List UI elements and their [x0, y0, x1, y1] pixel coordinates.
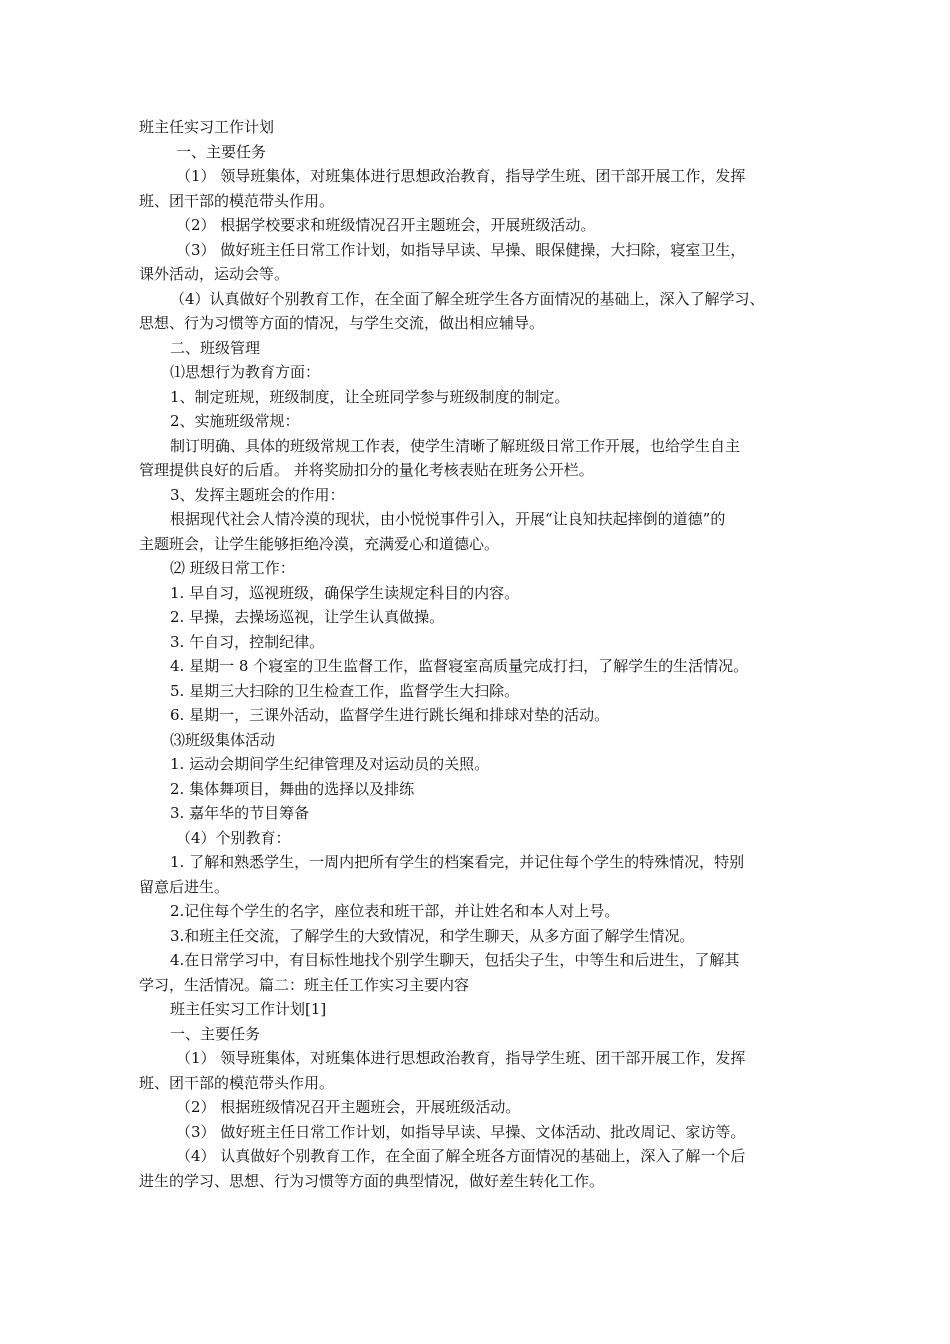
text-line: 2. 集体舞项目，舞曲的选择以及排练: [170, 779, 415, 798]
text-line: 班主任实习工作计划[1]: [170, 1000, 327, 1018]
text-line: 一、主要任务: [176, 142, 267, 161]
text-line: 二、班级管理: [170, 338, 261, 357]
text-line: ⑶班级集体活动: [170, 730, 276, 749]
text-line: ⑴思想行为教育方面：: [170, 363, 321, 381]
text-line: 班、团干部的模范带头作用。: [139, 191, 335, 210]
text-line: 1、制定班规，班级制度，让全班同学参与班级制度的制定。: [170, 387, 570, 406]
text-line: 4. 星期一 8 个寝室的卫生监督工作，监督寝室高质量完成打扫，了解学生的生活情况。: [170, 657, 749, 675]
text-line: 管理提供良好的后盾。 并将奖励扣分的量化考核表贴在班务公开栏。: [139, 461, 594, 479]
text-line: 制订明确、具体的班级常规工作表，使学生清晰了解班级日常工作开展，也给学生自主: [170, 436, 741, 455]
text-line: 2. 早操，去操场巡视，让学生认真做操。: [170, 608, 445, 626]
text-line: 3、发挥主题班会的作用：: [170, 485, 345, 504]
text-line: 主题班会，让学生能够拒绝冷漠，充满爱心和道德心。: [139, 534, 500, 553]
document-page: [139, 115, 811, 1193]
text-line: （4） 认真做好个别教育工作，在全面了解全班各方面情况的基础上，深入了解一个后: [176, 1147, 746, 1165]
text-line: 1. 早自习，巡视班级，确保学生读规定科目的内容。: [170, 583, 520, 602]
text-line: （2） 根据班级情况召开主题班会，开展班级活动。: [176, 1098, 521, 1116]
text-line: 根据现代社会人情冷漠的现状，由小悦悦事件引入，开展“让良知扶起摔倒的道德”的: [170, 510, 726, 528]
text-line: 2.记住每个学生的名字，座位表和班干部，并让姓名和本人对上号。: [170, 902, 620, 920]
text-line: （4）个别教育：: [176, 828, 291, 847]
text-line: 思想、行为习惯等方面的情况，与学生交流，做出相应辅导。: [139, 314, 545, 332]
text-line: 2、实施班级常规：: [170, 412, 300, 430]
text-line: 课外活动，运动会等。: [139, 265, 290, 283]
text-line: 3. 午自习，控制纪律。: [170, 632, 325, 651]
text-line: ⑵ 班级日常工作：: [170, 559, 295, 577]
text-line: 3. 嘉年华的节目筹备: [170, 804, 310, 822]
text-line: 进生的学习、思想、行为习惯等方面的典型情况，做好差生转化工作。: [139, 1171, 605, 1190]
text-line: 班主任实习工作计划: [139, 118, 275, 136]
text-line: 留意后进生。: [139, 877, 230, 896]
text-line: 4.在日常学习中，有目标性地找个别学生聊天，包括尖子生，中等生和后进生，了解其: [170, 951, 740, 969]
text-line: （1） 领导班集体，对班集体进行思想政治教育，指导学生班、团干部开展工作，发挥: [176, 167, 746, 185]
text-line: 6. 星期一，三课外活动，监督学生进行跳长绳和排球对垫的活动。: [170, 706, 610, 724]
text-line: （3） 做好班主任日常工作计划，如指导早读、早操、文体活动、批改周记、家访等。: [176, 1122, 746, 1141]
text-line: 1. 运动会期间学生纪律管理及对运动员的关照。: [170, 755, 490, 773]
text-line: 班、团干部的模范带头作用。: [139, 1073, 335, 1092]
text-line: 1. 了解和熟悉学生，一周内把所有学生的档案看完，并记住每个学生的特殊情况，特别: [170, 853, 745, 871]
text-line: 学习，生活情况。篇二：班主任工作实习主要内容: [139, 975, 470, 994]
text-line: （3） 做好班主任日常工作计划，如指导早读、早操、眼保健操，大扫除，寝室卫生，: [176, 240, 746, 259]
text-line: 3.和班主任交流，了解学生的大致情况，和学生聊天，从多方面了解学生情况。: [170, 926, 695, 945]
text-line: 一、主要任务: [170, 1024, 261, 1043]
text-line: （4）认真做好个别教育工作，在全面了解全班学生各方面情况的基础上，深入了解学习、: [170, 289, 765, 308]
text-line: （2） 根据学校要求和班级情况召开主题班会，开展班级活动。: [176, 216, 596, 234]
text-line: 5. 星期三大扫除的卫生检查工作，监督学生大扫除。: [170, 681, 520, 700]
text-line: （1） 领导班集体，对班集体进行思想政治教育，指导学生班、团干部开展工作，发挥: [176, 1049, 746, 1067]
